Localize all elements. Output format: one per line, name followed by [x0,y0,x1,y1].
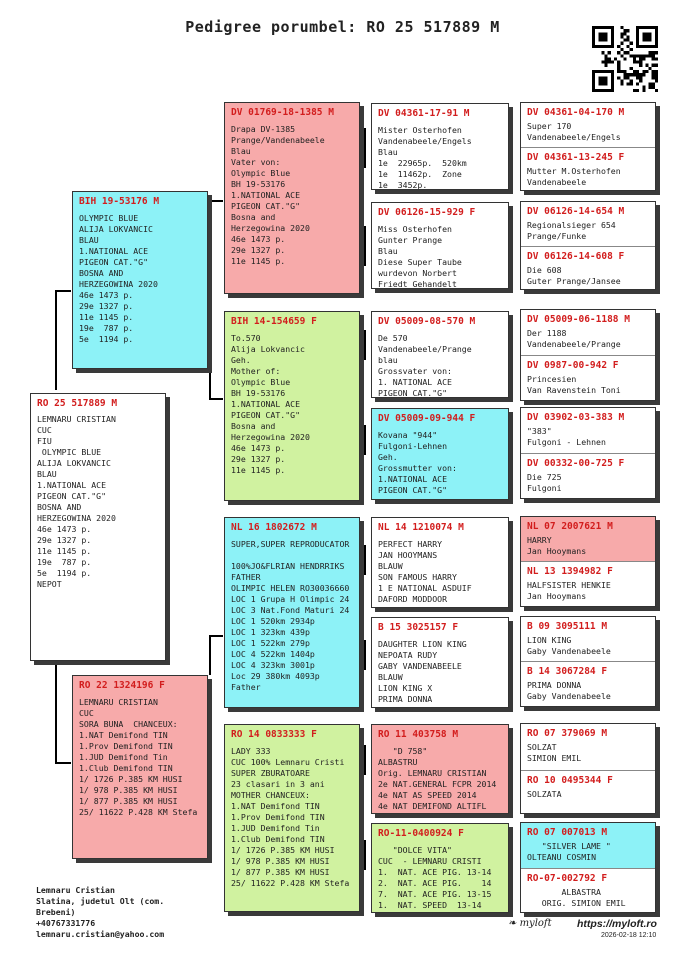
ring-number: DV 04361-04-170 M [527,107,625,118]
pigeon-card-gen5[interactable] [521,247,655,287]
pigeon-card-dam[interactable] [72,675,208,859]
ring-number: B 09 3095111 M [527,621,608,632]
connector-line [209,200,223,202]
logo-text: myloft [519,918,552,929]
pigeon-details: "DOLCE VITA" CUC - LEMNARU CRISTI 1. NAT. ACE PIG. 13-14 2. NAT. ACE PIG. 14 7. NAT. ACE PIG. 13-15 1. NAT. SPEED 13-14 [378,845,492,910]
ring-number: BIH 14-154659 F [231,316,317,327]
pigeon-details: HALFSISTER HENKIE Jan Hooymans [527,580,611,601]
pigeon-details: Drapa DV-1385 Prange/Vandenabeele Blau Vater von: Olympic Blue BH 19-53176 1.NATIONAL ACE PIGEON CAT."G" Bosna and Herzegowina 2020 46e 1473 p. 29e 1327 p. 11e 1145 p. [231,124,325,266]
ring-number: DV 04361-17-91 M [378,108,470,119]
owner-contact: Lemnaru Cristian Slatina, judetul Olt (com. Brebeni) +40767331776 lemnaru.cristian@yahoo.com [36,885,165,939]
pigeon-details: LEMNARU CRISTIAN CUC SORA BUNA CHANCEUX: 1.NAT Demifond TIN 1.Prov Demifond TIN 1.JUD Demifond Tin 1.Club Demifond TIN 1/ 1726 P.385 KM HUSI 1/ 978 P.385 KM HUSI 1/ 877 P.385 KM HUSI 25/ 11622 P.428 KM Stefa [79,697,198,817]
pigeon-pair-gen5 [520,102,656,191]
connector-line [209,330,211,400]
connector-line [364,640,366,670]
pigeon-details: PRIMA DONNA Gaby Vandenabeele [527,680,611,701]
ring-number: DV 05009-09-944 F [378,413,476,424]
connector-line [209,790,211,810]
pigeon-details: SOLZAT SIMION EMIL [527,742,582,763]
ring-number: NL 14 1210074 M [378,522,464,533]
pigeon-pair-gen5 [520,407,656,499]
pigeon-pair-gen5 [520,723,656,814]
pigeon-card-gen5[interactable] [521,869,655,909]
ring-number: DV 01769-18-1385 M [231,107,334,118]
connector-line [55,290,71,292]
ring-number: DV 04361-13-245 F [527,152,625,163]
qr-code [592,26,658,92]
pigeon-details: "D 758" ALBASTRU Orig. LEMNARU CRISTIAN 2e NAT.GENERAL FCPR 2014 4e NAT AS SPEED 2014 4e NAT DEMIFOND ALTIFL [378,746,497,811]
page-title: Pedigree porumbel: RO 25 517889 M [185,18,500,36]
pigeon-card-gen3[interactable] [224,517,360,708]
connector-line [364,128,366,168]
bird-icon: ❧ [508,918,517,929]
ring-number: RO 07 379069 M [527,728,608,739]
pigeon-details: SUPER,SUPER REPRODUCATOR 100%JO&FLRIAN HENDRRIKS FATHER OLIMPIC HELEN RO30036660 LOC 1 Grupa H Olimpic 24 LOC 3 Nat.Fond Maturi 24 LOC 1 520km 2934p LOC 1 323km 439p LOC 1 522km 279p LOC 4 522km 1404p LOC 4 323km 3001p Loc 29 380km 4093p Father [231,539,350,692]
ring-number: RO 14 0833333 F [231,729,317,740]
pigeon-card-gen4[interactable] [371,202,509,289]
pigeon-card-gen4[interactable] [371,724,509,814]
ring-number: NL 13 1394982 F [527,566,613,577]
ring-number: RO-07-002792 F [527,873,608,884]
pigeon-card-gen4[interactable] [371,311,509,398]
connector-line [55,290,57,390]
pigeon-card-gen5[interactable] [521,202,655,242]
print-date: 2026-02-18 12:10 [601,932,657,939]
connector-line [364,330,366,360]
pigeon-details: HARRY Jan Hooymans [527,535,587,556]
pigeon-details: DAUGHTER LION KING NEPOATA RUDY GABY VANDENABEELE BLAUW LION KING X PRIMA DONNA [378,639,467,704]
pigeon-card-gen5[interactable] [521,356,655,396]
pigeon-card-gen3[interactable] [224,724,360,912]
pigeon-details: "SILVER LAME " OLTEANU COSMIN [527,841,611,862]
ring-number: RO 25 517889 M [37,398,118,409]
pigeon-card-gen5[interactable] [521,617,655,657]
pigeon-details: PERFECT HARRY JAN HOOYMANS BLAUW SON FAMOUS HARRY 1 E NATIONAL ASDUIF DAFORD MODDOOR [378,539,472,604]
pigeon-card-gen5[interactable] [521,517,655,561]
ring-number: DV 05009-08-570 M [378,316,476,327]
pigeon-card-gen4[interactable] [371,617,509,708]
ring-number: RO 10 0495344 F [527,775,613,786]
pigeon-card-gen5[interactable] [521,771,655,800]
pigeon-details: Mutter M.Osterhofen Vandenabeele [527,166,621,187]
pigeon-card-gen4[interactable] [371,517,509,608]
pigeon-card-gen5[interactable] [521,562,655,602]
ring-number: DV 03902-03-383 M [527,412,625,423]
pigeon-pair-gen5 [520,616,656,707]
pigeon-card-subject[interactable] [30,393,166,661]
pigeon-details: Die 608 Guter Prange/Jansee [527,265,621,286]
ring-number: RO-11-0400924 F [378,828,464,839]
connector-line [364,226,366,266]
myloft-logo [508,918,552,929]
ring-number: DV 06126-14-654 M [527,206,625,217]
pigeon-details: LADY 333 CUC 100% Lemnaru Cristi SUPER ZBURATOARE 23 clasari in 3 ani MOTHER CHANCEUX: 1.NAT Demifond TIN 1.Prov Demifond TIN 1.JUD Demifond Tin 1.Club Demifond TIN 1/ 1726 P.385 KM HUSI 1/ 978 P.385 KM HUSI 1/ 877 P.385 KM HUSI 25/ 11622 P.428 KM Stefa [231,746,350,888]
pigeon-details: "383" Fulgoni - Lehnen [527,426,606,447]
pigeon-details: ALBASTRA ORIG. SIMION EMIL [541,887,626,908]
pigeon-details: Der 1188 Vandenabeele/Prange [527,328,621,349]
pigeon-details: De 570 Vandenabeele/Prange blau Grossvater von: 1. NATIONAL ACE PIGEON CAT."G" [378,333,472,398]
connector-line [209,635,223,637]
pigeon-details: To.570 Alija Lokvancic Geh. Mother of: Olympic Blue BH 19-53176 1.NATIONAL ACE PIGEON CAT."G" Bosna and Herzegowina 2020 46e 1473 p. 29e 1327 p. 11e 1145 p. [231,333,310,475]
pigeon-card-gen4[interactable] [371,823,509,913]
ring-number: NL 07 2007621 M [527,521,613,532]
pigeon-card-gen5[interactable] [521,408,655,448]
connector-line [55,762,71,764]
pigeon-details: OLYMPIC BLUE ALIJA LOKVANCIC BLAU 1.NATIONAL ACE PIGEON CAT."G" BOSNA AND HERZEGOWINA 2020 46e 1473 p. 29e 1327 p. 11e 1145 p. 19e 787 p. 5e 1194 p. [79,213,158,344]
site-url[interactable]: https://myloft.ro [577,918,657,930]
pigeon-card-gen5[interactable] [521,103,655,143]
ring-number: NL 16 1802672 M [231,522,317,533]
pigeon-pair-gen5 [520,309,656,401]
pigeon-details: SOLZATA [527,789,562,799]
ring-number: RO 11 403758 M [378,729,459,740]
connector-line [55,662,57,764]
pigeon-pair-gen5 [520,822,656,913]
connector-line [364,745,366,775]
pigeon-card-gen5[interactable] [521,724,655,764]
pigeon-details: Regionalsieger 654 Prange/Funke [527,220,616,241]
pigeon-details: Die 725 Fulgoni [527,472,562,493]
ring-number: B 14 3067284 F [527,666,608,677]
connector-line [364,840,366,870]
pigeon-card-gen3[interactable] [224,311,360,501]
pigeon-card-sire[interactable] [72,191,208,369]
ring-number: BIH 19-53176 M [79,196,160,207]
pigeon-card-gen5[interactable] [521,310,655,350]
pigeon-card-gen5[interactable] [521,662,655,702]
pigeon-details: LEMNARU CRISTIAN CUC FIU OLYMPIC BLUE ALIJA LOKVANCIC BLAU 1.NATIONAL ACE PIGEON CAT."G" BOSNA AND HERZEGOWINA 2020 46e 1473 p. 29e 1327 p. 11e 1145 p. 19e 787 p. 5e 1194 p. NEPOT [37,414,116,589]
ring-number: DV 0987-00-942 F [527,360,619,371]
pigeon-details: Kovana "944" Fulgoni-Lehnen Geh. Grossmutter von: 1.NATIONAL ACE PIGEON CAT."G" [378,430,457,495]
pigeon-details: Miss Osterhofen Gunter Prange Blau Diese Super Taube wurdevon Norbert Friedt Gehandelt [378,224,462,289]
pigeon-card-gen4[interactable] [371,103,509,190]
pigeon-details: Super 170 Vandenabeele/Engels [527,121,621,142]
pigeon-card-gen5[interactable] [521,148,655,188]
connector-line [209,635,211,675]
connector-line [364,425,366,455]
ring-number: DV 05009-06-1188 M [527,314,630,325]
pigeon-details: Princesien Van Ravenstein Toni [527,374,621,395]
connector-line [209,398,223,400]
pigeon-card-gen5[interactable] [521,823,655,868]
connector-line [364,545,366,575]
pigeon-pair-gen5 [520,516,656,607]
ring-number: RO 07 007013 M [527,827,608,838]
pigeon-pair-gen5 [520,201,656,290]
ring-number: RO 22 1324196 F [79,680,165,691]
ring-number: DV 00332-00-725 F [527,458,625,469]
connector-line [209,200,211,220]
pigeon-card-gen4[interactable] [371,408,509,500]
ring-number: DV 06126-14-608 F [527,251,625,262]
pigeon-details: Mister Osterhofen Vandenabeele/Engels Blau 1e 22965p. 520km 1e 11462p. Zone 1e 3452p. [378,125,472,190]
pigeon-card-gen5[interactable] [521,454,655,494]
pigeon-card-gen3[interactable] [224,102,360,294]
pigeon-details: LION KING Gaby Vandenabeele [527,635,611,656]
ring-number: DV 06126-15-929 F [378,207,476,218]
ring-number: B 15 3025157 F [378,622,459,633]
